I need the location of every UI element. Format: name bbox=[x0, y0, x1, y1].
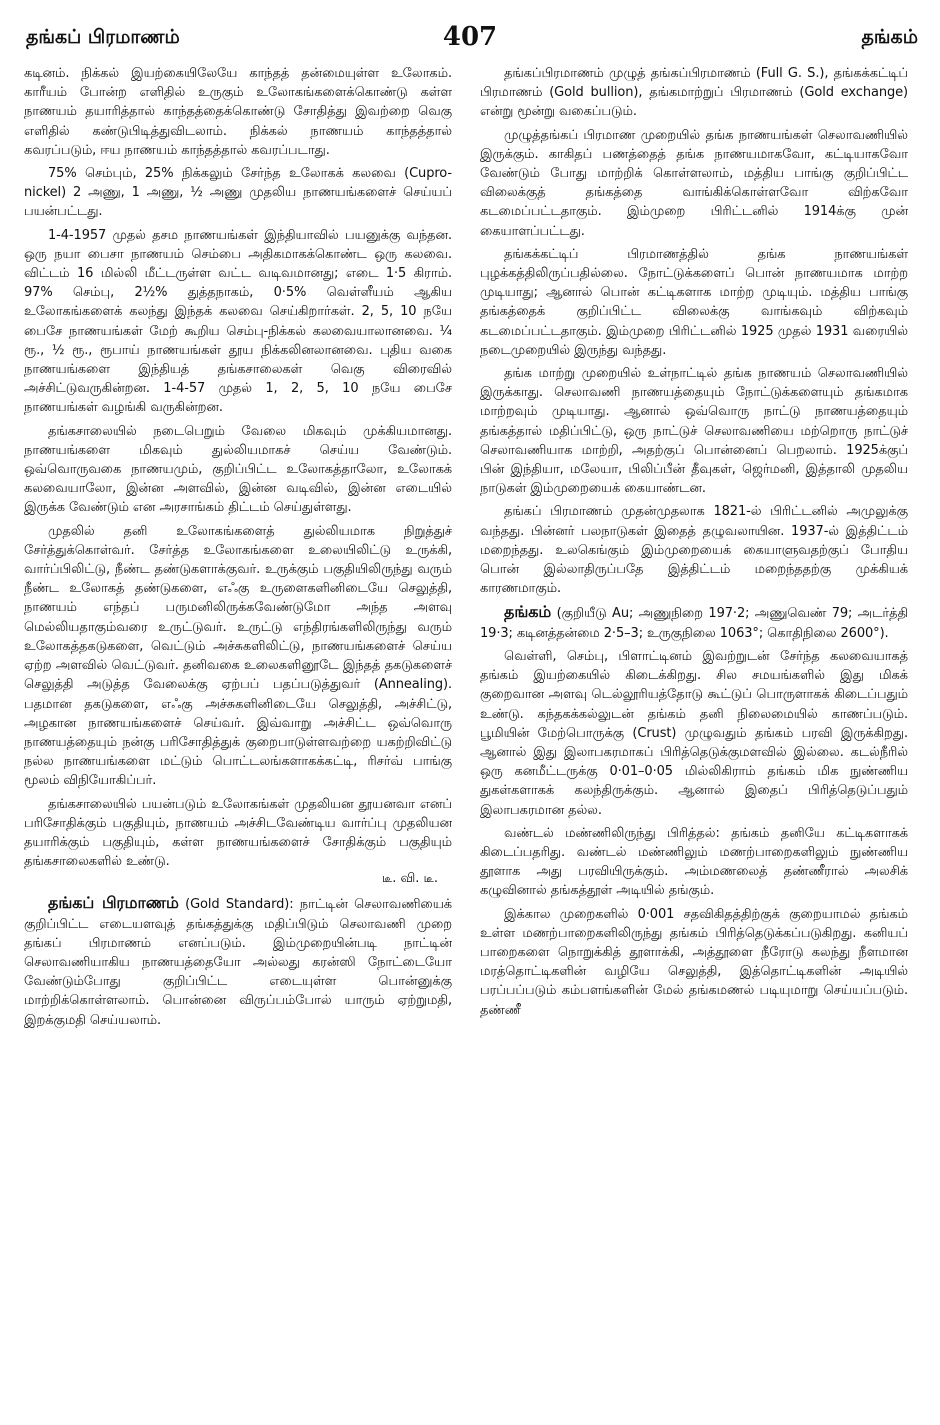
paragraph: வண்டல் மண்ணிலிருந்து பிரித்தல்: தங்கம் தனியே கட்டிகளாகக் கிடைப்பதரிது. வண்டல் மண்ணிலும் மணற்பாறைகளிலும் நுண்ணிய தூளாக அது பரவியிருக்கும். அம்மணலைத் தண்ணீரால் அலசிக் கழுவினால் தங்கத்தூள் அடியில் தங்கும். bbox=[480, 825, 908, 899]
paragraph: தங்கக்கட்டிப் பிரமாணத்தில் தங்க நாணயங்கள் புழக்கத்திலிருப்பதில்லை. நோட்டுக்களைப் பொன் நாணயமாக மாற்ற முடியாது; ஆனால் பொன் கட்டிகளாக மாற்ற முடியும். மத்திய பாங்கு தங்கத்தைக் குறிப்பிட்ட விலைக்கு வாங்கவும் விற்கவும் கடமைப்பட்டதாகும். இம்முறை பிரிட்டனில் 1925 முதல் 1931 வரையில் நடைமுறையில் இருந்து வந்தது. bbox=[480, 246, 908, 358]
running-head-right: தங்கம் bbox=[861, 26, 918, 48]
entry-headword: தங்கம் bbox=[504, 602, 552, 622]
entry-paragraph bbox=[24, 893, 452, 1029]
entry-text: (Gold Standard): நாட்டின் செலாவணியைக் குறிப்பிட்ட எடையளவுத் தங்கத்துக்கு மதிப்பிடும் செலாவணி முறை தங்கப் பிரமாணம் எனப்படும். இம்முறையின்படி நாட்டின் செலாவணியாகிய நாணயத்தையோ அல்லது கரன்ஸி நோட்டையோ வேண்டும்போது குறிப்பிட்ட எடையுள்ள பொன்னுக்கு மாற்றிக்கொள்ளலாம். பொன்னை விருப்பம்போல் யாரும் ஏற்றுமதி, இறக்குமதி செய்யலாம். bbox=[24, 897, 452, 1028]
paragraph: 1-4-1957 முதல் தசம நாணயங்கள் இந்தியாவில் பயனுக்கு வந்தன. ஒரு நயா பைசா நாணயம் செம்பை அதிகமாகக்கொண்ட ஒரு கலவை. விட்டம் 16 மில்லி மீட்டருள்ள வட்ட வடிவமானது; எடை 1·5 கிராம். 97% செம்பு, 2½% துத்தநாகம், 0·5% வெள்ளீயம் ஆகிய உலோகங்களைக் கலந்து இந்தக் கலவை செய்கிறார்கள். 2, 5, 10 நயே பைசே நாணயங்கள் மேற் கூறிய செம்பு-நிக்கல் கலவையாலானவை. ¼ ரூ., ½ ரூ., ரூபாய் நாணயங்கள் தூய நிக்கலினலானவை. புதிய வகை நாணயங்களை இந்தியத் தங்கசாலைகள் வெகு விரைவில் அச்சிட்டுவருகின்றன. 1-4-57 முதல் 1, 2, 5, 10 நயே பைசே நாணயங்கள் வழங்கி வருகின்றன. bbox=[24, 227, 452, 416]
paragraph: தங்கப்பிரமாணம் முழுத் தங்கப்பிரமாணம் (Full G. S.), தங்கக்கட்டிப் பிரமாணம் (Gold bullion), தங்கமாற்றுப் பிரமாணம் (Gold exchange) என்று மூன்று வகைப்படும். bbox=[480, 66, 908, 120]
author-initials: டீ. வி. டீ. bbox=[381, 871, 438, 887]
paragraph: 75% செம்பும், 25% நிக்கலும் சேர்ந்த உலோகக் கலவை (Cupro-nickel) 2 அணு, 1 அணு, ½ அணு முதலிய நாணயங்களைச் செய்யப் பயன்பட்டது. bbox=[24, 166, 452, 220]
paragraph: தங்கசாலையில் நடைபெறும் வேலை மிகவும் முக்கியமானது. நாணயங்களை மிகவும் துல்லியமாகச் செய்ய வேண்டும். ஒவ்வொருவகை நாணயமும், குறிப்பிட்ட உலோகத்தாலோ, உலோகக் கலவையாலோ, இன்ன அளவில், இன்ன வடிவில், இன்ன எடையில் இருக்க வேண்டும் என அரசாங்கம் திட்டம் செய்துள்ளது. bbox=[24, 423, 452, 516]
page-header bbox=[18, 18, 922, 58]
paragraph: தங்கப் பிரமாணம் முதன்முதலாக 1821-ல் பிரிட்டனில் அமுலுக்கு வந்தது. பின்னர் பலநாடுகள் இதைத் தழுவலாயின. 1937-ல் இத்திட்டம் மறைந்தது. உலகெங்கும் இம்முறையைக் கையாளுவதற்குப் போதிய பொன் இல்லாதிருப்பதே இத்திட்டம் மறைந்ததற்கு முக்கியக் காரணமாகும். bbox=[480, 504, 908, 597]
paragraph: முதலில் தனி உலோகங்களைத் துல்லியமாக நிறுத்துச் சேர்த்துக்கொள்வர். சேர்த்த உலோகங்களை உலையிலிட்டு உருக்கி, வார்ப்பிலிட்டு, நீண்ட தண்டுகளாக்குவர். உருக்கும் பகுதியிலிருந்து வரும் நீண்ட உலோகத் தண்டுகளை, எஃகு உருளைகளினிடையே செலுத்தி, நாணயம் எந்தப் பருமனிலிருக்கவேண்டுமோ அந்த அளவு மெல்லியதாகும்வரை உருட்டுவர். உருட்டு எந்திரங்களிலிருந்து வரும் உலோகத்தகடுகளை, வெட்டும் அச்சுகளிலிட்டு, நாணயங்களைச் செய்ய ஏற்ற அளவில் வெட்டுவர். தனிவகை உலைகளினூடே இந்தத் தகடுகளைச் செலுத்தி அடுத்த வேலைக்கு ஏற்பப் பதப்படுத்துவர் (Annealing). பதமான தகடுகளை, எஃகு அச்சுகளினிடையே செலுத்தி, அச்சிட்டு, அழகான நாணயங்களைச் செய்வர். இவ்வாறு அச்சிட்ட ஒவ்வொரு நாணயத்தையும் நன்கு பரிசோதித்துக் குறைபாடுள்ளவற்றை யகற்றிவிட்டு நல்ல நாணயங்களை மட்டும் பொட்டலங்களாகக்கட்டி, ரிசர்வ் பாங்கு மூலம் விநியோகிப்பர். bbox=[24, 523, 452, 789]
entry-headword: தங்கப் பிரமாணம் bbox=[48, 893, 179, 913]
paragraph: தங்கசாலையில் பயன்படும் உலோகங்கள் முதலியன தூயனவா எனப் பரிசோதிக்கும் பகுதியும், நாணயம் அச்சிடவேண்டிய வார்ப்பு முதலியன தயாரிக்கும் பகுதியும், கள்ள நாணயங்களைச் சோதிக்கும் பகுதியும் தங்கசாலைகளில் உண்டு. bbox=[24, 796, 452, 870]
left-column bbox=[24, 64, 452, 1404]
paragraph: முழுத்தங்கப் பிரமாண முறையில் தங்க நாணயங்கள் செலாவணியில் இருக்கும். காகிதப் பணத்தைத் தங்க நாணயமாகவோ, கட்டியாகவோ வேண்டும் போது மாற்றிக் கொள்ளலாம், மத்திய பாங்கு குறிப்பிட்ட விலைக்குத் தங்கத்தை வாங்கிக்கொள்ளவோ விற்கவோ கடமைப்பட்டதாகும். இம்முறை பிரிட்டனில் 1914க்கு முன் கையாளப்பட்டது. bbox=[480, 127, 908, 239]
entry-text: (குறியீடு Au; அணுநிறை 197·2; அணுவெண் 79; அடர்த்தி 19·3; கடினத்தன்மை 2·5–3; உருகுநிலை 1063°; கொதிநிலை 2600°). bbox=[480, 606, 908, 641]
right-column bbox=[480, 64, 908, 1404]
page-number: 407 bbox=[442, 22, 498, 52]
paragraph: தங்க மாற்று முறையில் உள்நாட்டில் தங்க நாணயம் செலாவணியில் இருக்காது. செலாவணி நாணயத்தையும் நோட்டுக்களையும் தங்கமாக மாற்றவும் முடியாது. ஆனால் ஒவ்வொரு நாட்டு நாணயத்தையும் தங்கத்தால் மதிப்பிட்டு, ஒரு நாட்டுச் செலாவணியை மற்றொரு நாட்டுச் செலாவணியாக மாற்றி, அதற்குப் பொன்னைப் பெறலாம். 1925க்குப் பின் இந்தியா, மலேயா, பிலிப்பீன் தீவுகள், ஜெர்மனி, இத்தாலி முதலிய நாடுகள் இம்முறையைக் கையாண்டன. bbox=[480, 366, 908, 497]
running-head-left: தங்கப் பிரமாணம் bbox=[26, 26, 180, 48]
paragraph: கடினம். நிக்கல் இயற்கையிலேயே காந்தத் தன்மையுள்ள உலோகம். காரீயம் போன்ற எளிதில் உருகும் உலோகங்களைக்கொண்டு கள்ள நாணயம் தயாரித்தால் காந்தத்தைக்கொண்டு சோதித்து இவற்றை வெகு எளிதில் கண்டுபிடித்துவிடலாம். நிக்கல் நாணயம் காந்தத்தால் கவரப்படும், ஈய நாணயம் காந்தத்தால் கவரப்படாது. bbox=[24, 66, 452, 158]
paragraph: இக்கால முறைகளில் 0·001 சதவிகிதத்திற்குக் குறையாமல் தங்கம் உள்ள மணற்பாறைகளிலிருந்து தங்கம் பிரித்தெடுக்கப்படுகிறது. கனியப் பாறைகளை நொறுக்கித் தூளாக்கி, அத்தூளை நீரோடு கலந்து நீளமான மரத்தொட்டிகளின் வழியே செலுத்தி, இத்தொட்டிகளின் அடியில் பரப்பப்படும் கம்பளங்களின் மேல் தங்கமணல் படியுமாறு செய்யப்படும். தண்ணீ bbox=[480, 906, 908, 1018]
paragraph: வெள்ளி, செம்பு, பிளாட்டினம் இவற்றுடன் சேர்ந்த கலவையாகத் தங்கம் இயற்கையில் கிடைக்கிறது. சில சமயங்களில் இது மிகக் குறைவான அளவு டெல்லூரியத்தோடு கூட்டுப் பொருளாகக் கிடைப்பதும் உண்டு. கந்தகக்கல்லுடன் தங்கம் தனி நிலைமையில் காணப்படும். பூமியின் மேற்பொருக்கு (Crust) முழுவதும் தங்கம் பரவி இருக்கிறது. ஆனால் இது இலாபகரமாகப் பிரித்தெடுக்குமளவில் இல்லை. கடல்நீரில் ஒரு கனமீட்டருக்கு 0·01–0·05 மில்லிகிராம் தங்கம் மிக நுண்ணிய துகள்களாகக் கலந்திருக்கும். ஆனால் இதைப் பிரித்தெடுப்பதும் இலாபகரமான தல்ல. bbox=[480, 648, 908, 818]
entry-paragraph bbox=[480, 602, 908, 642]
